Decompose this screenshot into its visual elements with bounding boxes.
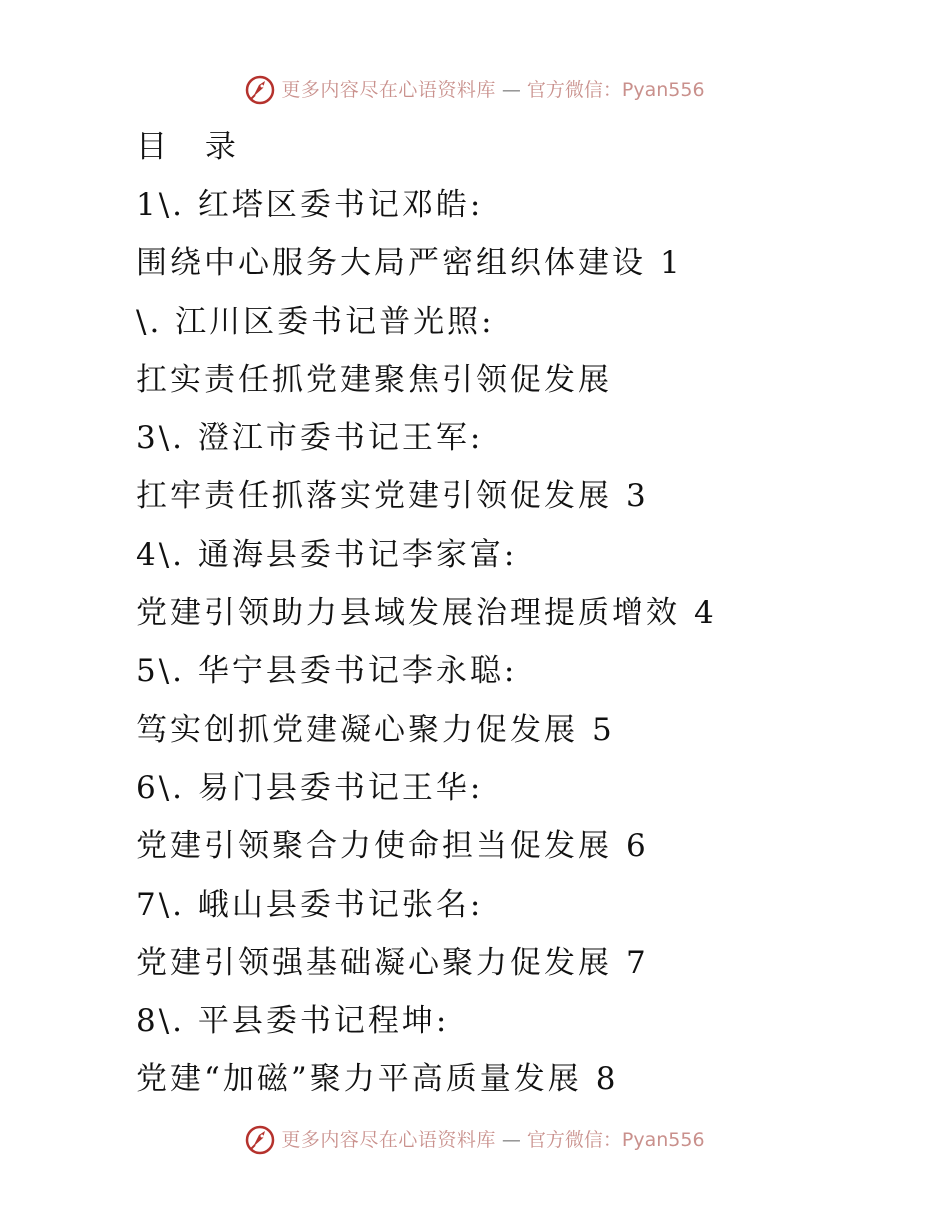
watermark-handle: 官方微信：Pyan556 [526,79,705,101]
toc-entry-subtitle: 党建引领强基础凝心聚力促发展 [136,944,612,981]
toc-entry-title: 6\. 易门县委书记王华: [136,769,484,806]
toc-page-number: 8 [595,1061,619,1098]
toc-page-number: 7 [626,944,649,981]
toc-entry-subtitle: 扛实责任抓党建聚焦引领促发展 [136,361,612,398]
watermark-text: 更多内容尽在心语资料库 [281,1129,496,1151]
toc-entry-subtitle: 扛牢责任抓落实党建引领促发展 [136,478,612,515]
toc-entry[interactable] [136,642,896,759]
toc-entry-subtitle: 党建“加磁”聚力平高质量发展 [136,1061,582,1098]
toc-entry-subtitle-row [136,467,896,525]
toc-entry-subtitle-row [136,701,896,759]
toc-heading: 目 录 [136,129,250,165]
toc-page-number: 6 [626,828,649,865]
pen-nib-logo-icon [245,75,275,105]
toc-entry-title: \. 江川区委书记普光照: [136,303,495,340]
toc-entry-subtitle-row [136,584,896,642]
toc-entry-subtitle: 笃实创抓党建凝心聚力促发展 [136,711,578,748]
toc-entry[interactable] [136,293,896,410]
watermark-text: 更多内容尽在心语资料库 [281,79,496,101]
header-watermark [0,70,950,110]
toc-entry-subtitle-row [136,817,896,875]
watermark-separator: — [501,79,521,101]
toc-page-number: 4 [694,595,717,632]
toc-entry-subtitle: 党建引领聚合力使命担当促发展 [136,828,612,865]
toc-entry[interactable] [136,526,896,643]
toc-entry-subtitle-row [136,1050,896,1108]
toc-entry[interactable] [136,992,896,1109]
toc-entry-subtitle-row [136,234,896,292]
toc-entry[interactable] [136,759,896,876]
toc-page-number: 1 [660,245,683,282]
toc-entry-title: 8\. 平县委书记程坤: [136,1003,450,1040]
toc-entry[interactable] [136,876,896,993]
toc-entry[interactable] [136,176,896,293]
toc-entry-title: 5\. 华宁县委书记李永聪: [136,653,518,690]
watermark-separator: — [501,1129,521,1151]
toc-entry[interactable] [136,409,896,526]
watermark-handle: 官方微信：Pyan556 [526,1129,705,1151]
toc-entry-subtitle: 围绕中心服务大局严密组织体建设 [136,245,646,282]
toc-entry-title: 7\. 峨山县委书记张名: [136,886,484,923]
footer-watermark [0,1120,950,1160]
toc-page-number: 5 [592,711,615,748]
toc-page-number: 3 [626,478,649,515]
toc-entry-subtitle-row [136,934,896,992]
pen-nib-logo-icon [245,1125,275,1155]
table-of-contents [136,118,896,1109]
toc-entry-title: 1\. 红塔区委书记邓皓: [136,187,484,223]
toc-entry-title: 3\. 澄江市委书记王军: [136,420,484,457]
toc-entry-subtitle: 党建引领助力县域发展治理提质增效 [136,595,680,632]
toc-entry-title: 4\. 通海县委书记李家富: [136,536,518,573]
toc-entry-subtitle-row [136,351,896,409]
